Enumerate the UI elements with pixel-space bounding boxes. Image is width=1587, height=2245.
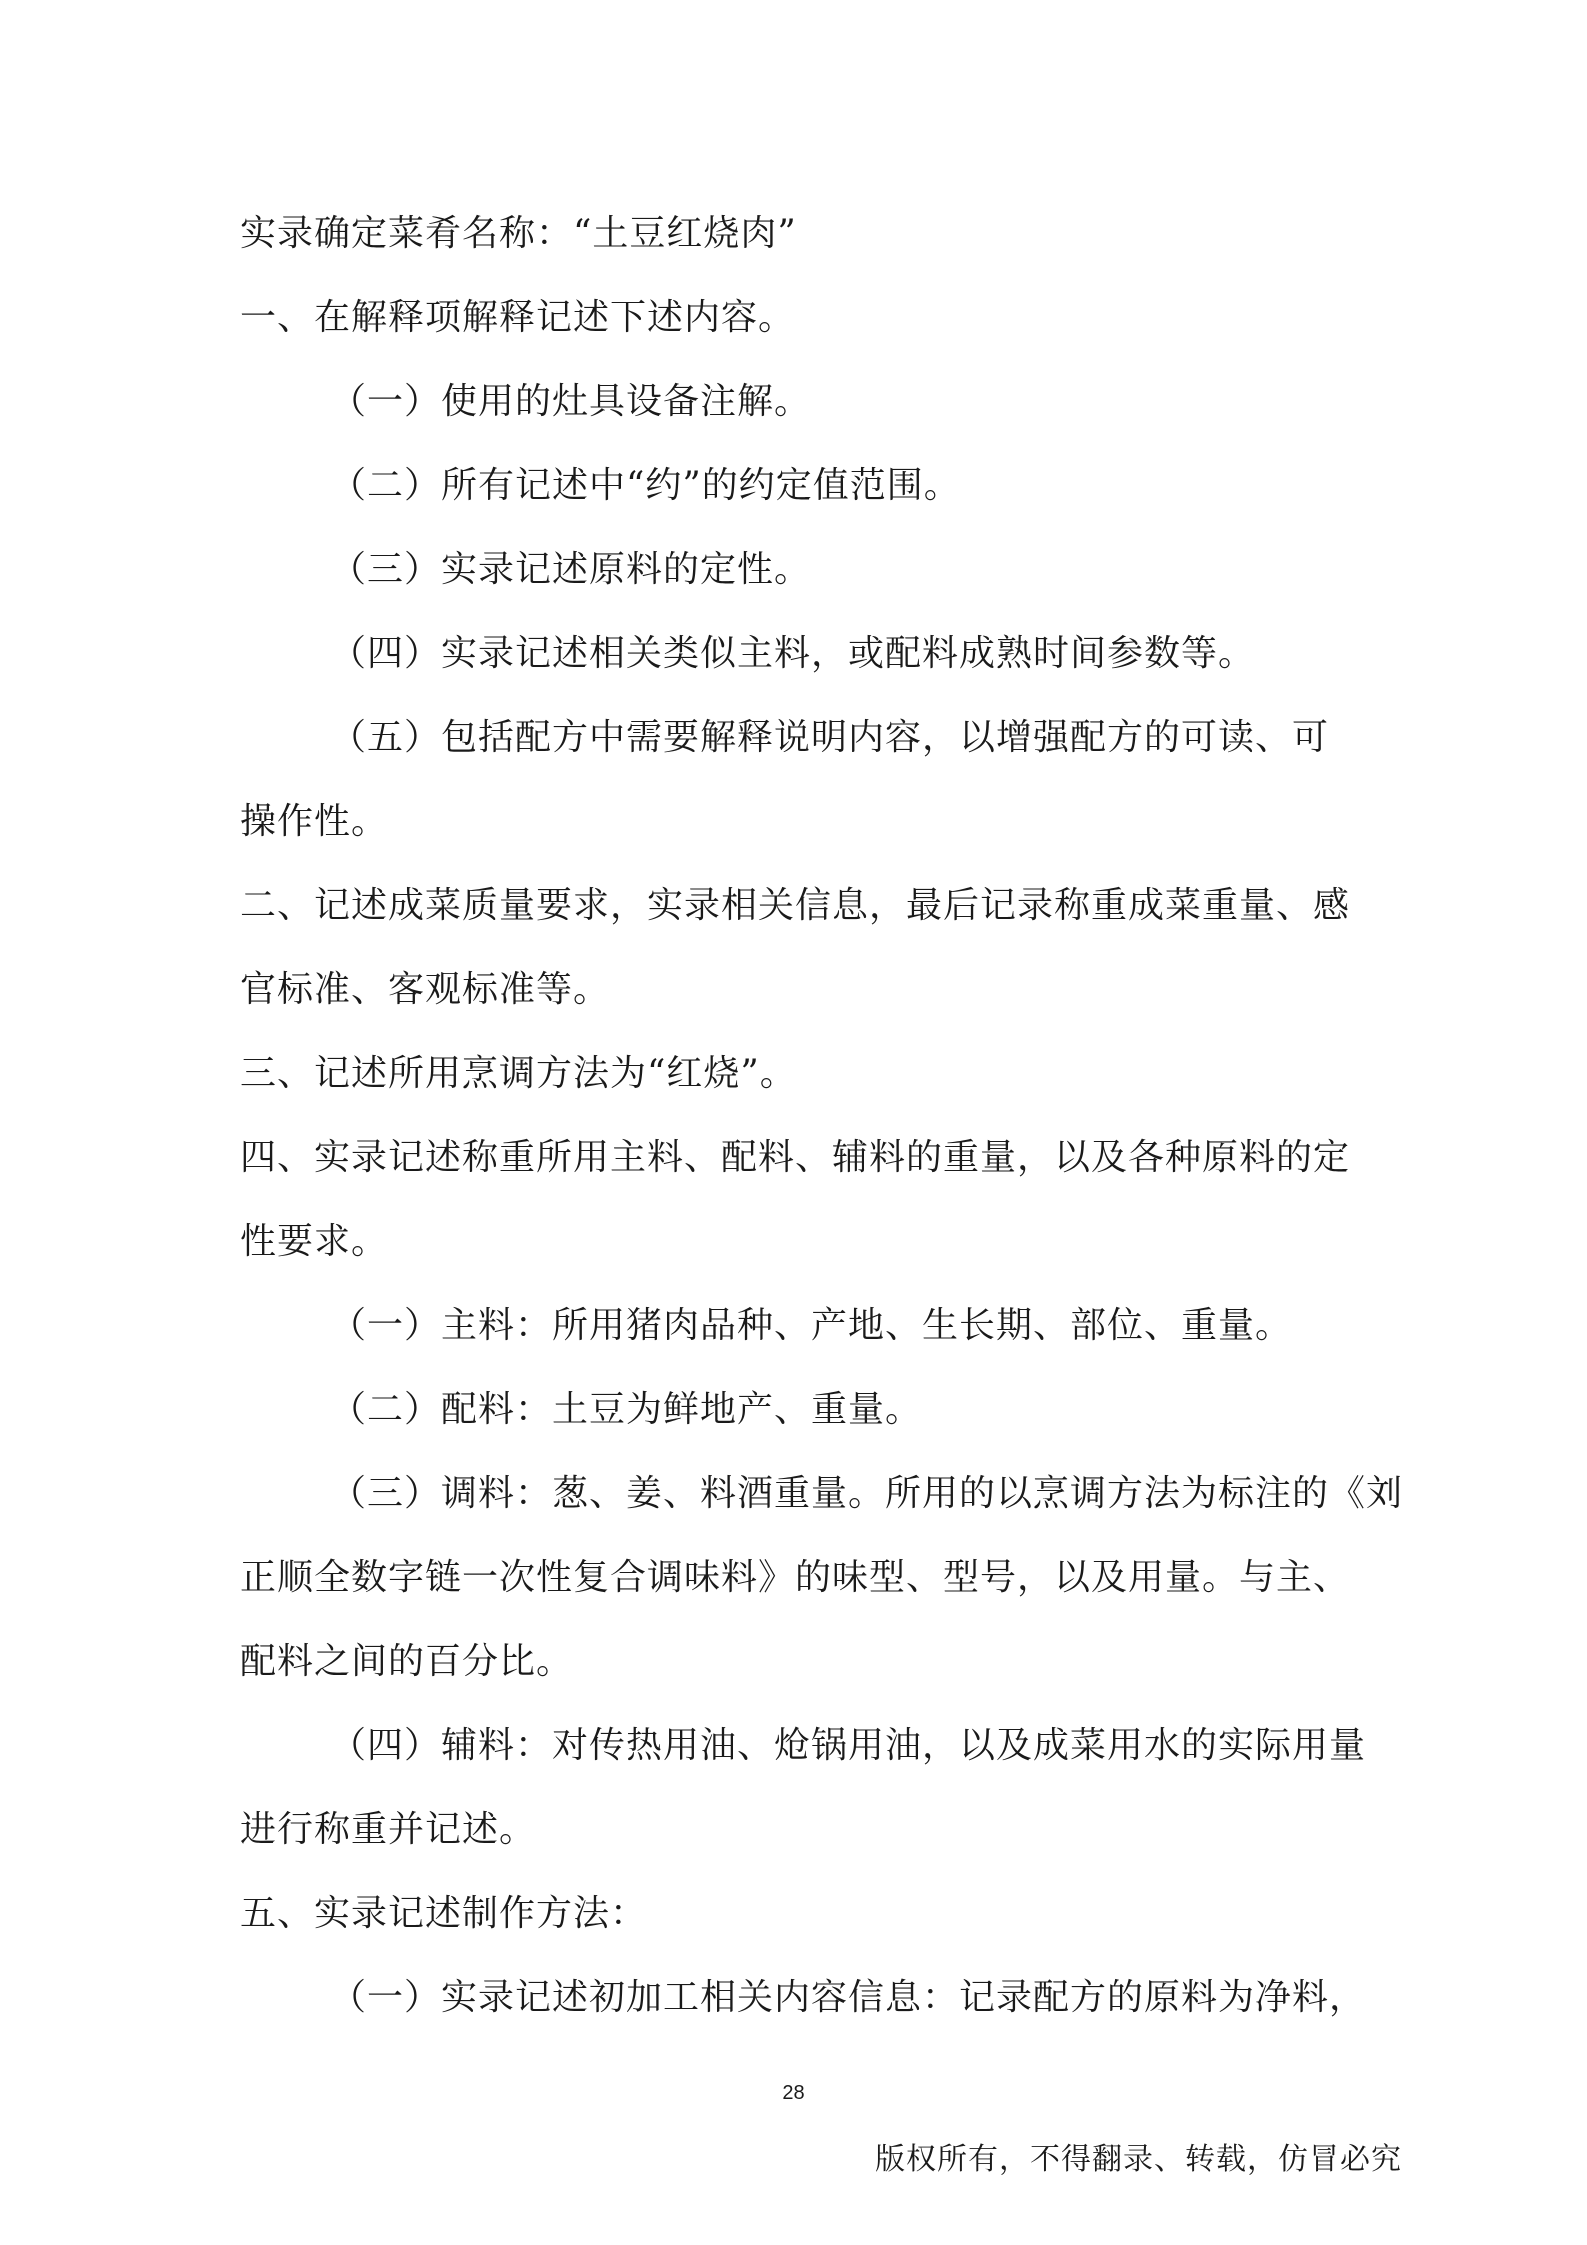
section-1-item-5: （五）包括配方中需要解释说明内容，以增强配方的可读、可 [330, 717, 1330, 758]
section-4-item-3: （三）调料：葱、姜、料酒重量。所用的以烹调方法为标注的《刘 [330, 1473, 1404, 1514]
section-1-heading: 一、在解释项解释记述下述内容。 [240, 297, 796, 338]
section-2-heading: 二、记述成菜质量要求，实录相关信息，最后记录称重成菜重量、感 [240, 885, 1351, 926]
section-4-item-1: （一）主料：所用猪肉品种、产地、生长期、部位、重量。 [330, 1305, 1293, 1346]
section-1-item-4: （四）实录记述相关类似主料，或配料成熟时间参数等。 [330, 633, 1256, 674]
section-4-heading: 四、实录记述称重所用主料、配料、辅料的重量，以及各种原料的定 [240, 1137, 1351, 1178]
dish-name-line: 实录确定菜肴名称：“土豆红烧肉” [240, 213, 797, 254]
section-1-item-1: （一）使用的灶具设备注解。 [330, 381, 812, 422]
section-2-heading-cont: 官标准、客观标准等。 [240, 969, 611, 1010]
section-4-item-2: （二）配料：土豆为鲜地产、重量。 [330, 1389, 923, 1430]
section-1-item-3: （三）实录记述原料的定性。 [330, 549, 812, 590]
section-5-item-1: （一）实录记述初加工相关内容信息：记录配方的原料为净料， [330, 1977, 1367, 2018]
section-4-item-3-cont-2: 配料之间的百分比。 [240, 1641, 574, 1682]
section-4-item-3-cont-1: 正顺全数字链一次性复合调味料》的味型、型号，以及用量。与主、 [240, 1557, 1351, 1598]
section-1-item-2: （二）所有记述中“约”的约定值范围。 [330, 465, 961, 506]
section-4-item-4: （四）辅料：对传热用油、炝锅用油，以及成菜用水的实际用量 [330, 1725, 1367, 1766]
section-3-heading: 三、记述所用烹调方法为“红烧”。 [240, 1053, 797, 1094]
section-4-item-4-cont: 进行称重并记述。 [240, 1809, 537, 1850]
section-1-item-5-cont: 操作性。 [240, 801, 389, 842]
page-number: 28 [782, 2082, 805, 2104]
section-4-heading-cont: 性要求。 [240, 1221, 389, 1262]
copyright-notice: 版权所有，不得翻录、转载，仿冒必究 [875, 2142, 1402, 2177]
section-5-heading: 五、实录记述制作方法： [240, 1893, 648, 1934]
